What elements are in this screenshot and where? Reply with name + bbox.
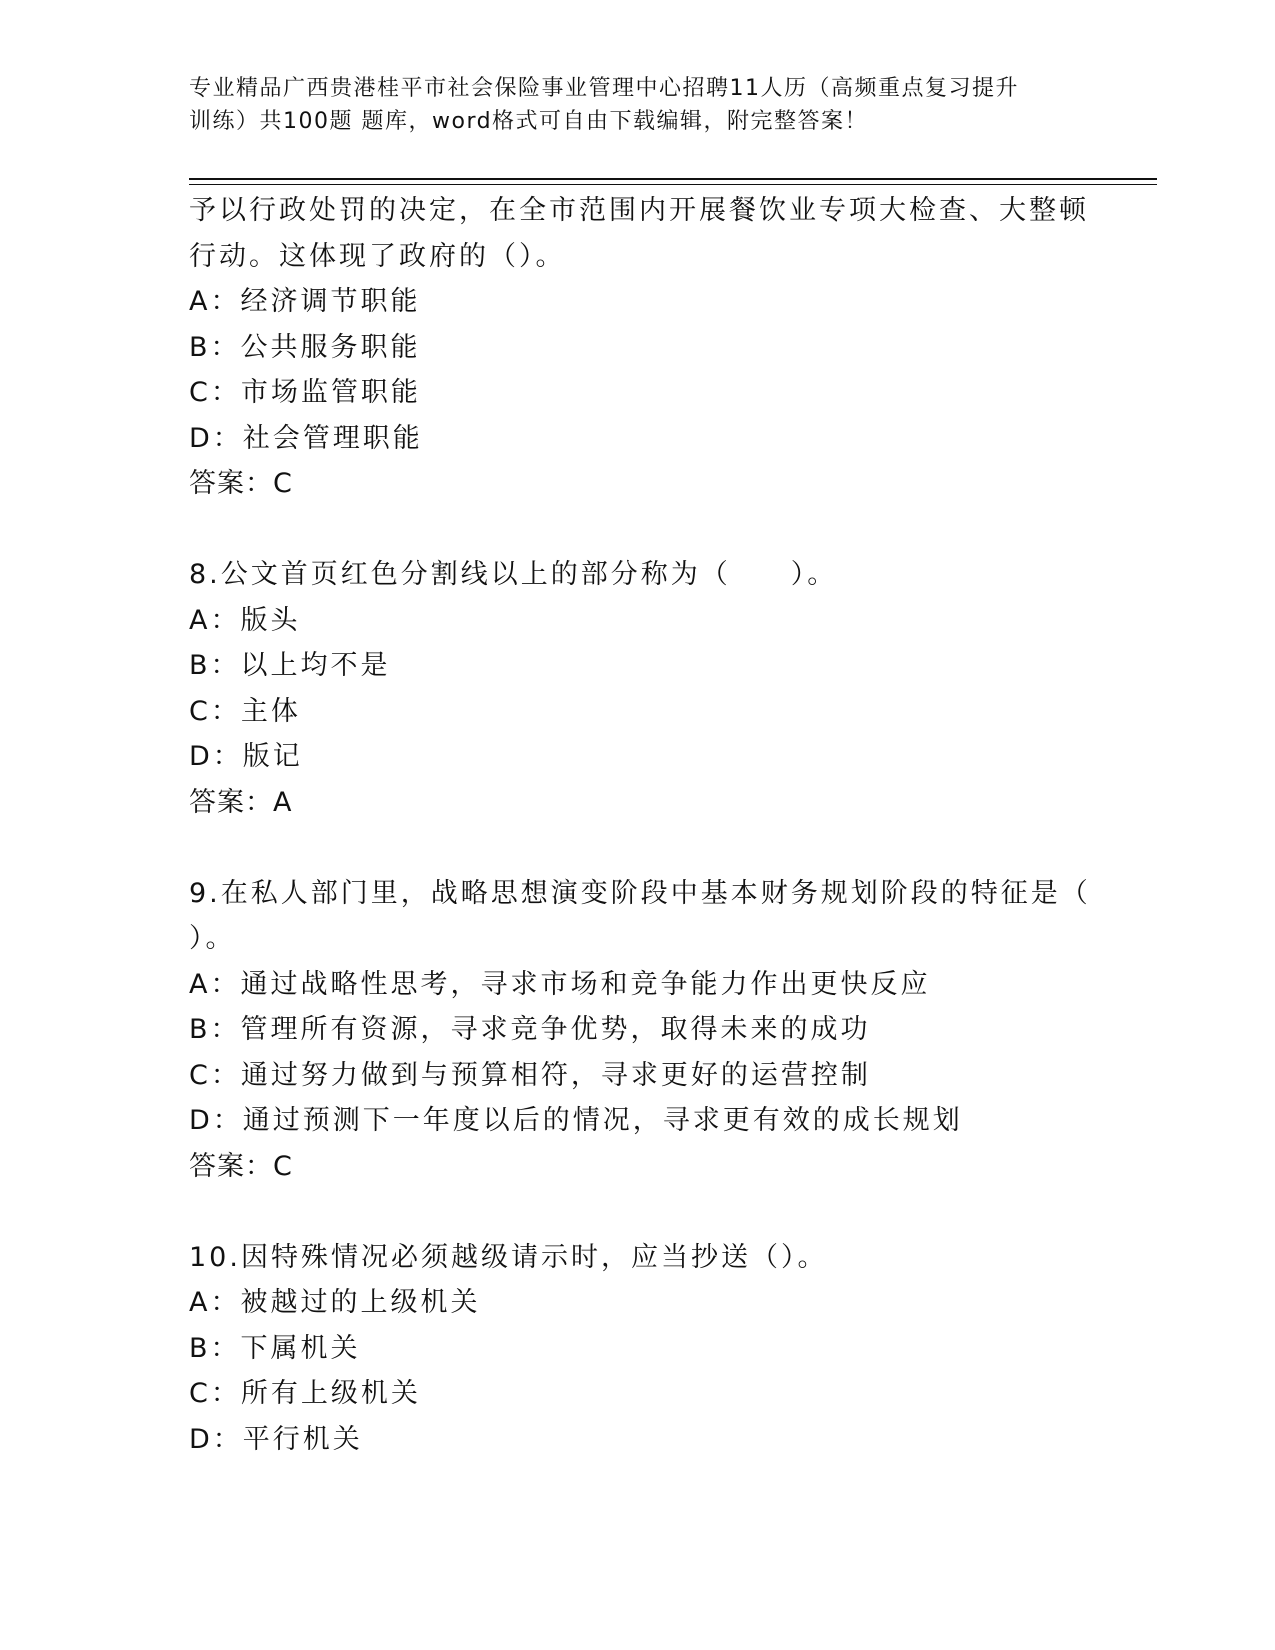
question-stem-line: 9.在私人部门里，战略思想演变阶段中基本财务规划阶段的特征是（ <box>189 877 1091 909</box>
option-d: D：社会管理职能 <box>189 422 423 454</box>
option-d: D：版记 <box>189 741 303 772</box>
answer-line: 答案：C <box>189 1150 293 1182</box>
question-content <box>189 188 1089 1462</box>
question-stem-line: 予以行政处罚的决定，在全市范围内开展餐饮业专项大检查、大整顿 <box>189 195 1089 226</box>
option-d: D：平行机关 <box>189 1423 363 1455</box>
answer-line: 答案：A <box>189 786 293 818</box>
header-title-line-2: 训练）共100题 题库，word格式可自由下载编辑，附完整答案！ <box>189 109 869 134</box>
option-b: B：公共服务职能 <box>189 331 421 363</box>
option-a: A：经济调节职能 <box>189 286 421 317</box>
question-8 <box>189 552 1089 825</box>
question-stem: 8.公文首页红色分割线以上的部分称为（ ）。 <box>189 559 838 590</box>
option-c: C：通过努力做到与预算相符，寻求更好的运营控制 <box>189 1059 871 1091</box>
document-header <box>189 72 1089 138</box>
option-b: B：以上均不是 <box>189 650 391 681</box>
header-title-line-1: 专业精品广西贵港桂平市社会保险事业管理中心招聘11人历（高频重点复习提升 <box>189 76 1019 101</box>
question-10 <box>189 1235 1089 1463</box>
question-7-continued <box>189 188 1089 507</box>
option-b: B：下属机关 <box>189 1332 361 1364</box>
question-9 <box>189 871 1089 1190</box>
option-b: B：管理所有资源，寻求竞争优势，取得未来的成功 <box>189 1014 871 1045</box>
question-stem-line: 行动。这体现了政府的（）。 <box>189 240 566 272</box>
option-c: C：所有上级机关 <box>189 1378 421 1409</box>
option-c: C：主体 <box>189 695 301 727</box>
option-a: A：版头 <box>189 604 301 636</box>
header-divider-thick <box>189 178 1157 180</box>
option-d: D：通过预测下一年度以后的情况，寻求更有效的成长规划 <box>189 1105 963 1136</box>
question-stem-line: ）。 <box>189 923 236 954</box>
question-stem: 10.因特殊情况必须越级请示时，应当抄送（）。 <box>189 1241 828 1273</box>
option-a: A：被越过的上级机关 <box>189 1287 481 1318</box>
option-a: A：通过战略性思考，寻求市场和竞争能力作出更快反应 <box>189 968 931 1000</box>
header-divider-thin <box>189 184 1157 185</box>
option-c: C：市场监管职能 <box>189 377 421 408</box>
answer-line: 答案：C <box>189 468 293 499</box>
